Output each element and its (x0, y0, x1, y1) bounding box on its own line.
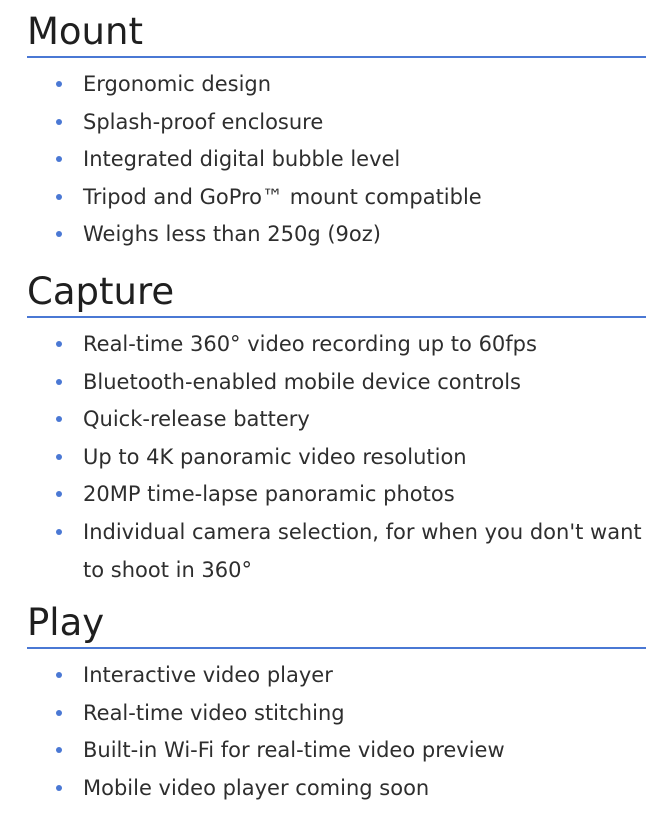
list-item (27, 141, 646, 179)
bullet-icon (56, 454, 62, 460)
list-item-text: Individual camera selection, for when you don't want to shoot in 360° (83, 519, 642, 582)
list-item-text: Weighs less than 250g (9oz) (83, 222, 381, 247)
list-item (27, 326, 646, 364)
bullet-icon (56, 156, 62, 162)
feature-list-play (27, 657, 646, 807)
section-divider (27, 316, 646, 318)
section-heading-mount: Mount (27, 10, 143, 53)
list-item (27, 770, 646, 808)
list-item-text: Real-time video stitching (83, 700, 345, 725)
list-item-text: Ergonomic design (83, 72, 272, 96)
section-divider (27, 647, 646, 649)
list-item (27, 476, 646, 514)
list-item (27, 514, 643, 589)
feature-list-capture (27, 326, 646, 589)
list-item (27, 695, 646, 733)
list-item-text: Integrated digital bubble level (83, 147, 401, 172)
list-item-text: Up to 4K panoramic video resolution (83, 444, 467, 469)
list-item-text: 20MP time-lapse panoramic photos (83, 482, 455, 507)
section-divider (27, 56, 646, 58)
list-item-text: Bluetooth-enabled mobile device controls (83, 369, 521, 394)
bullet-icon (56, 231, 62, 237)
bullet-icon (56, 529, 62, 535)
list-item-text: Real-time 360° video recording up to 60fps (83, 332, 537, 356)
bullet-icon (56, 194, 62, 200)
bullet-icon (56, 491, 62, 497)
list-item-text: Interactive video player (83, 663, 333, 687)
list-item (27, 732, 646, 770)
list-item (27, 401, 646, 439)
list-item-text: Built-in Wi-Fi for real-time video preview (83, 738, 505, 763)
bullet-icon (56, 747, 62, 753)
list-item (27, 439, 646, 477)
bullet-icon (56, 672, 62, 678)
section-capture (27, 270, 646, 589)
list-item (27, 657, 646, 695)
bullet-icon (56, 379, 62, 385)
bullet-icon (56, 81, 62, 87)
list-item-text: Quick-release battery (83, 407, 310, 432)
section-mount (27, 10, 646, 254)
list-item-text: Tripod and GoPro™ mount compatible (83, 184, 482, 209)
section-play (27, 601, 646, 807)
bullet-icon (56, 710, 62, 716)
list-item (27, 179, 646, 217)
bullet-icon (56, 341, 62, 347)
bullet-icon (56, 416, 62, 422)
list-item-text: Mobile video player coming soon (83, 775, 430, 800)
section-heading-capture: Capture (27, 270, 175, 313)
bullet-icon (56, 785, 62, 791)
feature-list-mount (27, 66, 646, 254)
section-heading-play: Play (27, 601, 105, 644)
list-item (27, 104, 646, 142)
list-item (27, 364, 646, 402)
list-item-text: Splash-proof enclosure (83, 109, 324, 134)
list-item (27, 216, 646, 254)
bullet-icon (56, 119, 62, 125)
list-item (27, 66, 646, 104)
